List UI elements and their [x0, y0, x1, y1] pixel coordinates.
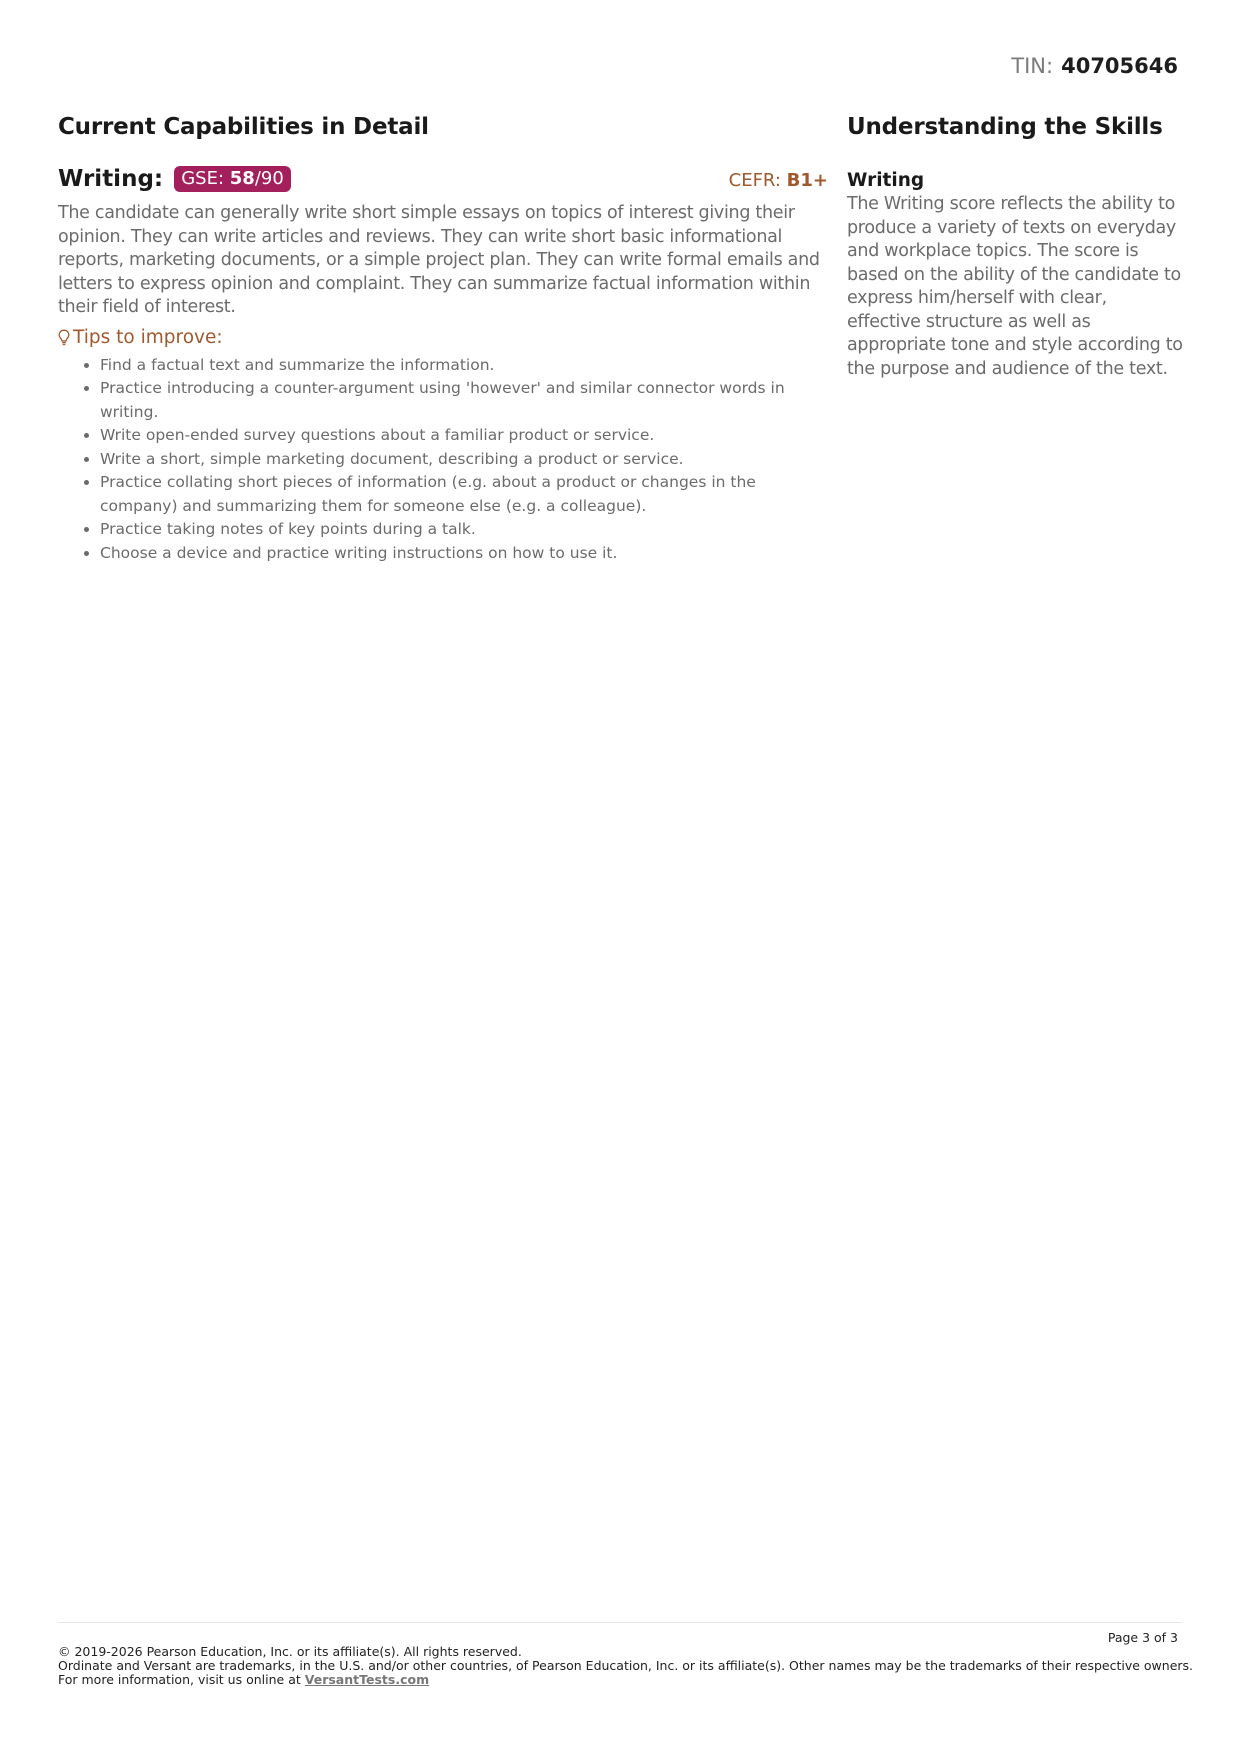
cefr-value: B1+ [786, 170, 828, 191]
tip-item: • Write open-ended survey questions about a familiar product or service. [100, 424, 828, 448]
tip-item: • Choose a device and practice writing instructions on how to use it. [100, 542, 828, 566]
gse-label: GSE: [181, 168, 230, 189]
lightbulb-icon [58, 329, 70, 346]
understanding-title: Understanding the Skills [847, 114, 1163, 140]
understanding-description: The Writing score reflects the ability to produce a variety of texts on everyday and workplace topics. The score is based on the ability of the candidate to express him/herself with clear, effective structure as well as appropriate tone and style according to the purpose and audience of the text. [847, 194, 1183, 379]
more-info-line [58, 1673, 1193, 1687]
tin-value: 40705646 [1061, 54, 1178, 78]
tip-item: • Practice collating short pieces of information (e.g. about a product or changes in the company) and summarizing them for someone else (e.g. a colleague). [100, 471, 828, 518]
understanding-skill-name: Writing [847, 170, 925, 191]
cefr-level [729, 170, 828, 191]
more-info-text: For more information, visit us online at [58, 1672, 305, 1687]
skill-header [58, 166, 828, 196]
gse-badge [174, 166, 291, 192]
tips-title: Tips to improve: [73, 326, 223, 348]
tip-item: • Find a factual text and summarize the information. [100, 354, 828, 378]
versant-link[interactable]: VersantTests.com [304, 1672, 430, 1687]
skill-description: The candidate can generally write short simple essays on topics of interest giving their opinion. They can write articles and reviews. They can write short basic informational reports, marketing documents, or a simple project plan. They can write formal emails and letters to express opinion and complaint. They can summarize factual information within their field of interest. [58, 203, 820, 317]
capabilities-section [58, 114, 828, 565]
tips-list [58, 354, 828, 566]
cefr-label: CEFR: [728, 170, 787, 191]
copyright-text: © 2019-2026 Pearson Education, Inc. or its affiliate(s). All rights reserved. [58, 1644, 522, 1659]
capabilities-title: Current Capabilities in Detail [58, 114, 429, 140]
skill-name: Writing: [58, 166, 164, 192]
page-number: Page 3 of 3 [1107, 1630, 1178, 1645]
tip-item: • Write a short, simple marketing document, describing a product or service. [100, 448, 828, 472]
footer-divider [58, 1622, 1182, 1623]
tin-display [1011, 54, 1178, 78]
gse-score: 58 [229, 168, 255, 189]
tip-item: • Practice introducing a counter-argument using 'however' and similar connector words in writing. [100, 377, 828, 424]
trademark-text: Ordinate and Versant are trademarks, in the U.S. and/or other countries, of Pearson Education, Inc. or its affiliate(s). Other names may be the trademarks of their respective owners. [58, 1658, 1194, 1673]
tips-heading [58, 327, 828, 348]
understanding-section [847, 114, 1183, 381]
gse-max: /90 [254, 168, 284, 189]
tin-label: TIN: [1011, 54, 1054, 78]
tip-item: • Practice taking notes of key points during a talk. [100, 518, 828, 542]
footer [58, 1645, 1193, 1687]
